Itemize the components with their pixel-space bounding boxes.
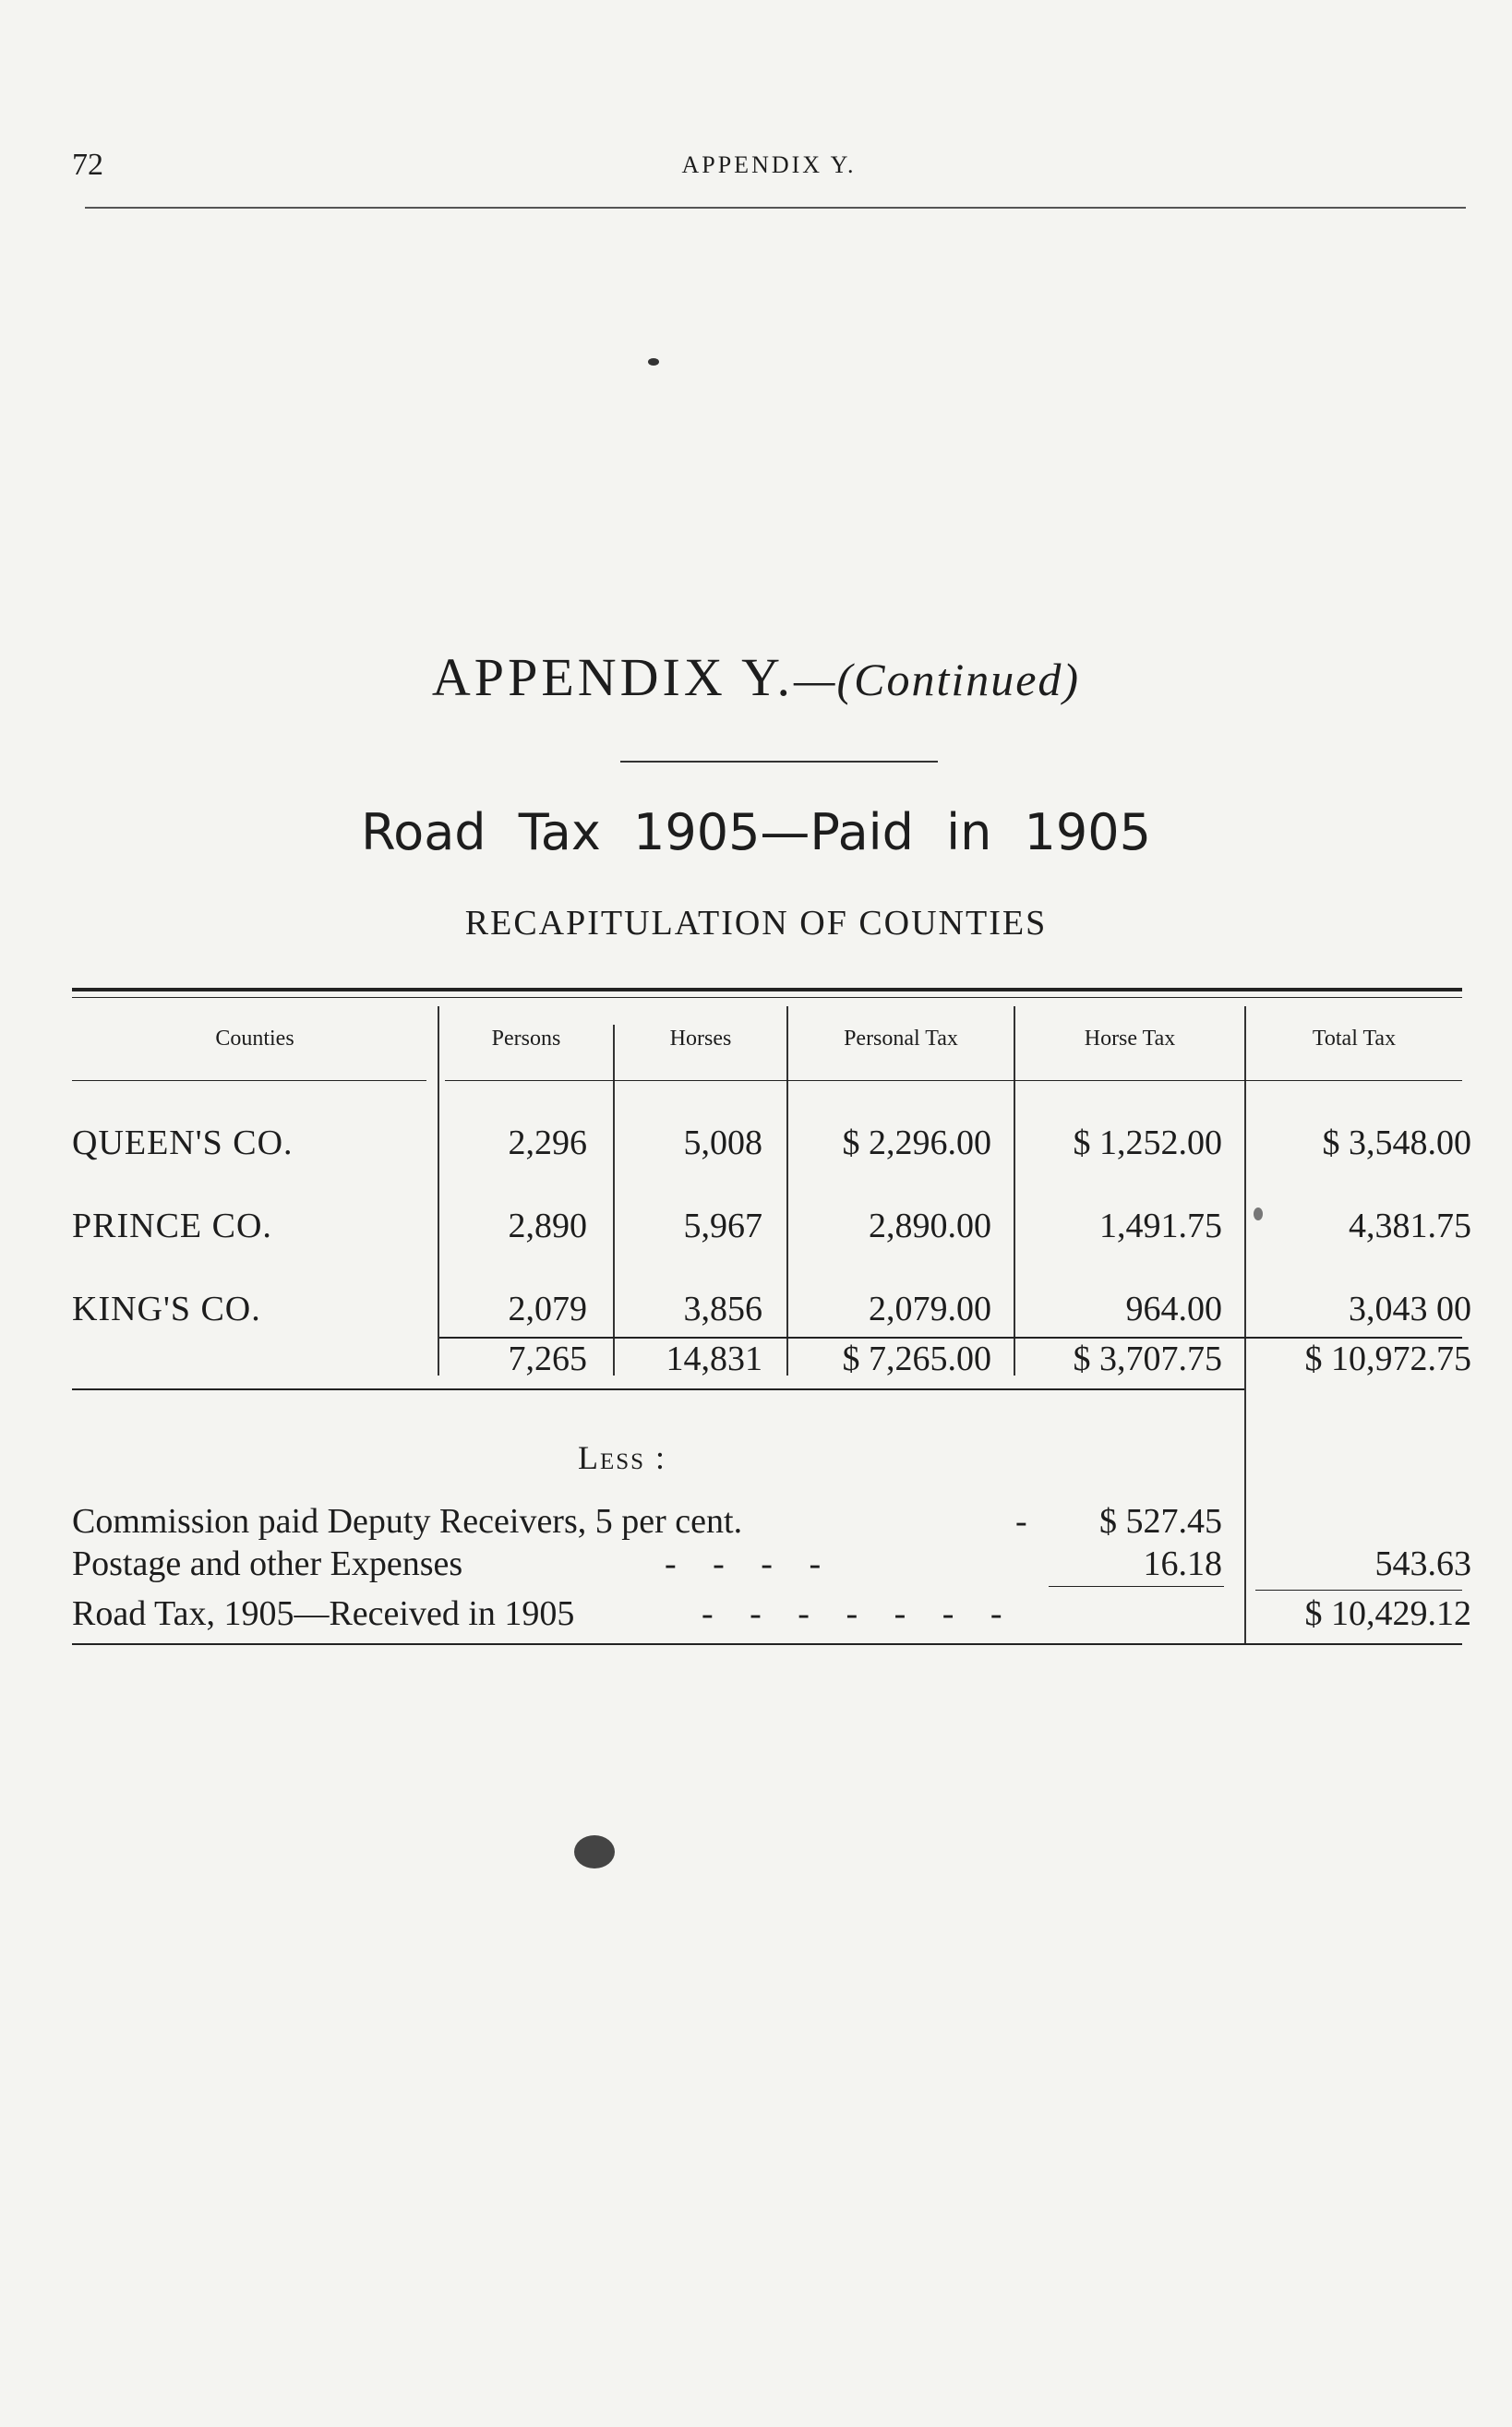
county-name: QUEEN'S CO. <box>72 1123 294 1162</box>
postage-underline <box>1049 1586 1224 1587</box>
received-amount: $ 10,429.12 <box>1304 1594 1471 1633</box>
total-tax-cell: 4,381.75 <box>1349 1207 1471 1245</box>
horse-tax-cell: 1,491.75 <box>1099 1207 1222 1245</box>
running-head <box>72 148 1466 185</box>
table-bottom-rule <box>72 1643 1462 1645</box>
persons-cell: 2,079 <box>508 1290 587 1328</box>
total-tax-cell: 3,043 00 <box>1349 1290 1471 1328</box>
persons-cell: 2,890 <box>508 1207 587 1245</box>
less-subtotal: 543.63 <box>1374 1544 1471 1583</box>
horse-tax-cell: 964.00 <box>1125 1290 1222 1328</box>
title-rule <box>620 761 938 763</box>
personal-tax-cell: 2,079.00 <box>869 1290 991 1328</box>
horse-tax-cell: $ 1,252.00 <box>1073 1123 1222 1162</box>
received-leader: - - - - - - - <box>702 1594 1002 1633</box>
county-name: PRINCE CO. <box>72 1207 272 1245</box>
postage-label: Postage and other Expenses <box>72 1544 463 1583</box>
header-horse-tax: Horse Tax <box>1084 1027 1176 1051</box>
appendix-title-text: APPENDIX Y. <box>431 647 794 707</box>
running-title: APPENDIX Y. <box>681 151 857 178</box>
commission-leader: - <box>1015 1502 1027 1541</box>
header-total-tax: Total Tax <box>1312 1027 1397 1051</box>
horses-cell: 5,967 <box>683 1207 762 1245</box>
header-rule <box>85 207 1466 209</box>
commission-amount: $ 527.45 <box>1099 1502 1222 1541</box>
header-horses: Horses <box>669 1027 732 1051</box>
subtitle: Road Tax 1905—Paid in 1905 <box>361 803 1151 861</box>
table-section-rule <box>72 1388 1244 1390</box>
header-persons: Persons <box>491 1027 561 1051</box>
total-tax-cell: $ 3,548.00 <box>1322 1123 1471 1162</box>
table-top-rule-thin <box>72 997 1462 998</box>
continued-label: —(Continued) <box>793 654 1081 705</box>
ink-speck <box>1254 1207 1263 1220</box>
personal-tax-cell: 2,890.00 <box>869 1207 991 1245</box>
ink-speck <box>574 1835 615 1868</box>
section-title: RECAPITULATION OF COUNTIES <box>464 904 1048 943</box>
less-label: Less : <box>577 1439 667 1476</box>
horses-cell: 3,856 <box>683 1290 762 1328</box>
horse-tax-total: $ 3,707.75 <box>1073 1340 1222 1378</box>
persons-cell: 2,296 <box>508 1123 587 1162</box>
subtotal-underline <box>1255 1590 1462 1591</box>
received-label: Road Tax, 1905—Received in 1905 <box>72 1594 575 1633</box>
personal-tax-total: $ 7,265.00 <box>842 1340 991 1378</box>
postage-leader: - - - - <box>665 1544 822 1583</box>
header-counties: Counties <box>215 1027 294 1051</box>
horses-cell: 5,008 <box>683 1123 762 1162</box>
page-number: 72 <box>72 148 103 182</box>
header-rule-line <box>445 1080 1462 1081</box>
table-top-rule <box>72 988 1462 991</box>
appendix-title <box>0 646 1512 708</box>
postage-amount: 16.18 <box>1143 1544 1222 1583</box>
header-rule-line <box>72 1080 426 1081</box>
total-tax-total: $ 10,972.75 <box>1304 1340 1471 1378</box>
personal-tax-cell: $ 2,296.00 <box>842 1123 991 1162</box>
commission-label: Commission paid Deputy Receivers, 5 per cent. <box>72 1502 743 1541</box>
header-personal-tax: Personal Tax <box>844 1027 958 1051</box>
county-name: KING'S CO. <box>72 1290 261 1328</box>
ink-speck <box>648 358 659 366</box>
horses-total: 14,831 <box>666 1340 762 1378</box>
persons-total: 7,265 <box>508 1340 587 1378</box>
